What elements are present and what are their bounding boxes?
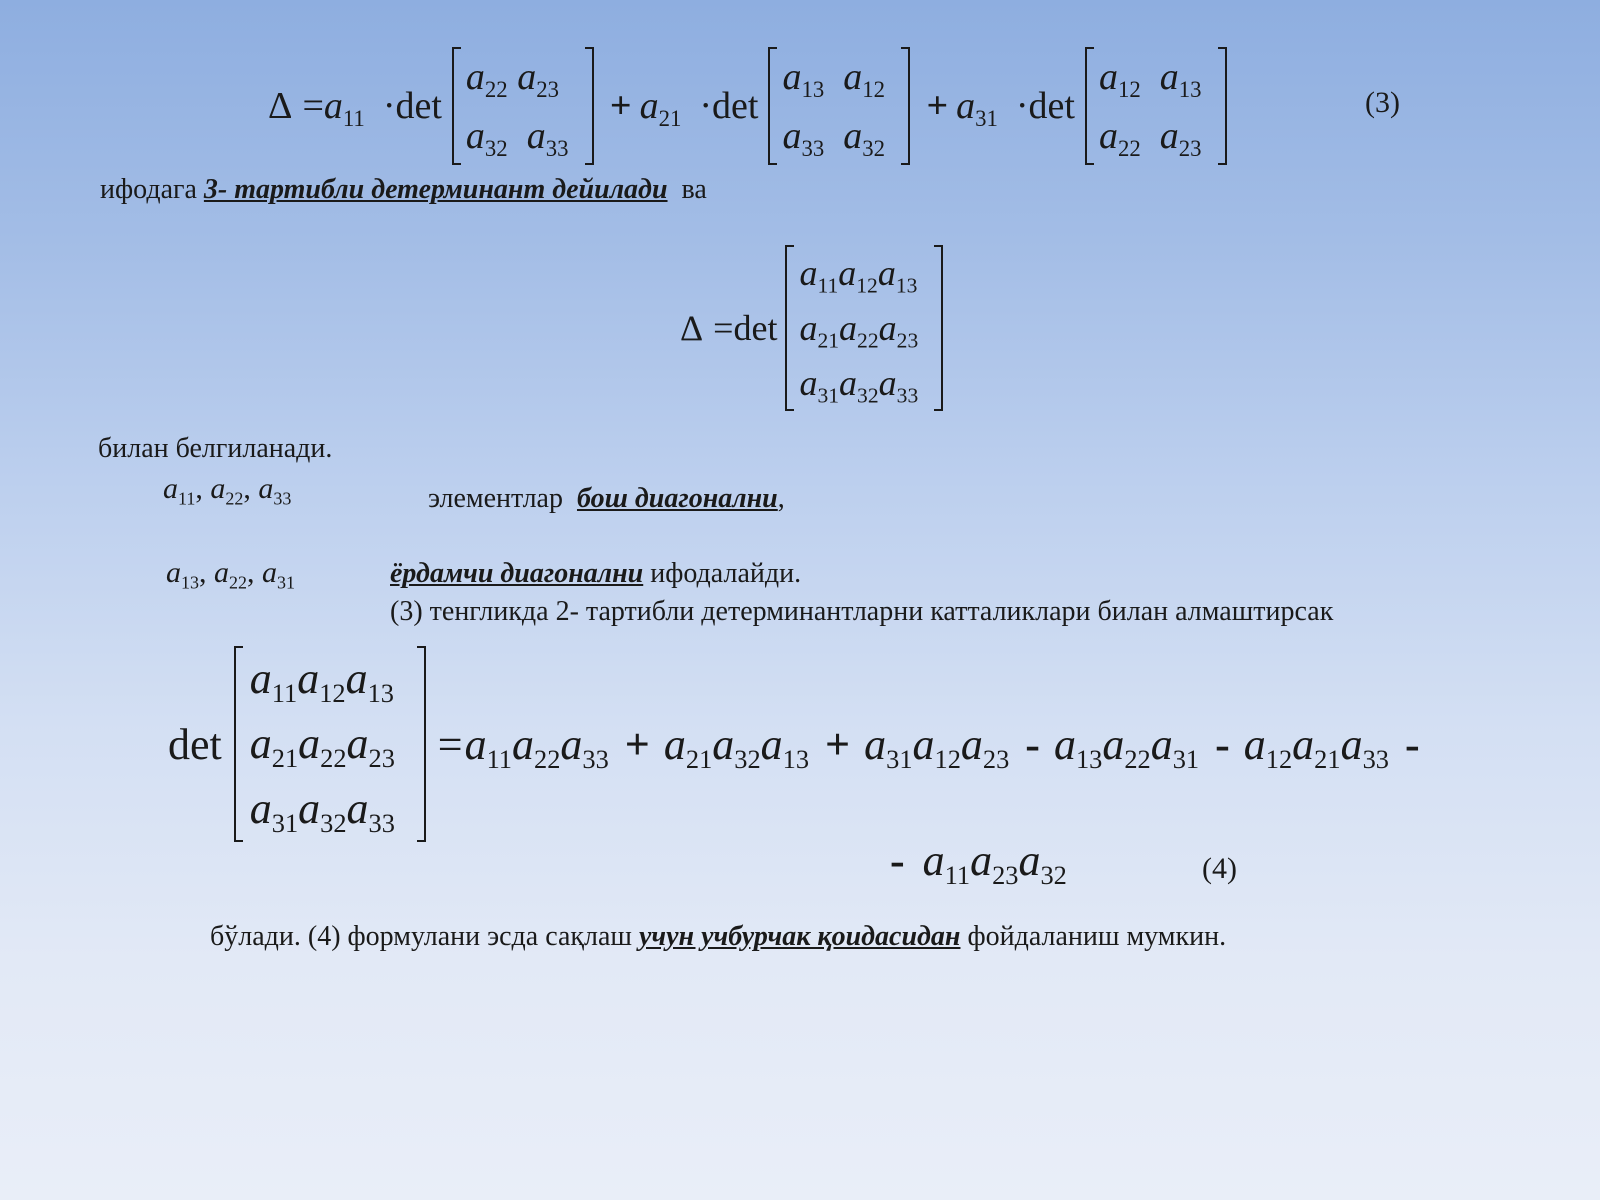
matrix-2x2-third [1085,47,1227,165]
matrix-row: $a_{22}$ $a_{23}$ [465,55,559,102]
equals-sign: = [713,308,734,348]
det-operator: ·det [1015,85,1075,127]
matrix-row: $a_{22}$ $a_{23}$ [1098,114,1202,161]
matrix-3x3-small [785,245,943,411]
text-main-diagonal [428,483,785,515]
formula-4-continuation [890,835,1067,891]
minus-sign: - [890,836,905,885]
text-definition-line [100,174,707,206]
matrix-row: $a_{12}$ $a_{13}$ [1098,55,1202,102]
matrix-row: $a_{31}a_{32}a_{33}$ [249,784,395,839]
text-segment: , [777,483,785,514]
coef-a21: $a_{21}$ [639,85,682,131]
matrix-3x3-large [234,646,426,842]
coef-a11: $a_{11}$ [323,85,365,131]
matrix-row: $a_{11}a_{12}a_{13}$ [799,252,918,298]
delta-symbol: Δ [680,308,704,348]
plus-sign: + [926,85,949,127]
text-conclusion-line [210,921,1226,953]
det-operator: det [168,719,222,769]
trailing-minus-sign: - [1404,719,1420,769]
main-diagonal-elements: $a_{11}$, $a_{22}$, $a_{33}$ [163,472,292,509]
product-term: $a_{21}a_{32}a_{13}$ [663,719,810,774]
formula-4 [168,645,1420,843]
minus-sign: - [1215,719,1230,769]
equation-label-3: (3) [1365,86,1400,119]
matrix-2x2-second [768,47,910,165]
formula-delta-det [680,244,943,412]
coef-a31: $a_{31}$ [956,85,998,131]
plus-sign: + [624,719,650,769]
delta-symbol: Δ [268,85,293,127]
text-substitution-line: (3) тенгликда 2- тартибли детерминантларни катталиклари билан алмаштирсак [390,596,1334,627]
emphasis-triangle-rule: учун учбурчак қоидасидан [638,921,961,952]
matrix-row: $a_{32}$ $a_{33}$ [465,114,569,161]
minus-sign: - [1025,719,1040,769]
product-term: $a_{12}a_{21}a_{33}$ [1243,719,1389,774]
text-segment: фойдаланиш мумкин. [960,921,1227,952]
matrix-2x2-first [452,47,594,165]
product-term: $a_{11}a_{22}a_{33}$ [464,719,609,774]
plus-sign: + [825,719,851,769]
text-notation-line: билан белгиланади. [98,433,333,464]
equation-label-4: (4) [1202,852,1237,885]
equals-sign: = [302,85,324,127]
emphasis-third-order-determinant: 3- тартибли детерминант дейилади [203,174,668,205]
expansion-terms [437,719,1420,774]
text-segment: ифодалайди. [643,558,802,589]
matrix-row: $a_{21}a_{22}a_{23}$ [799,307,919,353]
text-segment: элементлар [428,483,577,514]
product-term: $a_{11}a_{23}a_{32}$ [922,836,1067,891]
emphasis-aux-diagonal: ёрдамчи диагонални [390,558,644,589]
text-segment: ифодага [100,174,204,205]
det-operator: det [733,308,778,348]
matrix-row: $a_{21}a_{22}a_{23}$ [249,718,395,774]
equals-sign: = [437,719,463,769]
det-operator: ·det [699,85,759,127]
product-term: $a_{13}a_{22}a_{31}$ [1053,719,1200,774]
matrix-row: $a_{13}$ $a_{12}$ [782,55,886,102]
product-term: $a_{31}a_{12}a_{23}$ [864,719,1010,774]
matrix-row: $a_{31}a_{32}a_{33}$ [799,363,919,408]
emphasis-main-diagonal: бош диагонални [576,483,778,514]
text-segment: ва [667,174,707,205]
aux-diagonal-elements: $a_{13}$, $a_{22}$, $a_{31}$ [166,556,295,593]
formula-3 [268,46,1227,166]
matrix-row: $a_{33}$ $a_{32}$ [782,114,886,161]
det-operator: ·det [382,85,442,127]
matrix-row: $a_{11}a_{12}a_{13}$ [249,653,394,708]
text-segment: бўлади. (4) формулани эсда сақлаш [210,921,639,952]
text-aux-diagonal [390,558,801,590]
plus-sign: + [609,85,632,127]
